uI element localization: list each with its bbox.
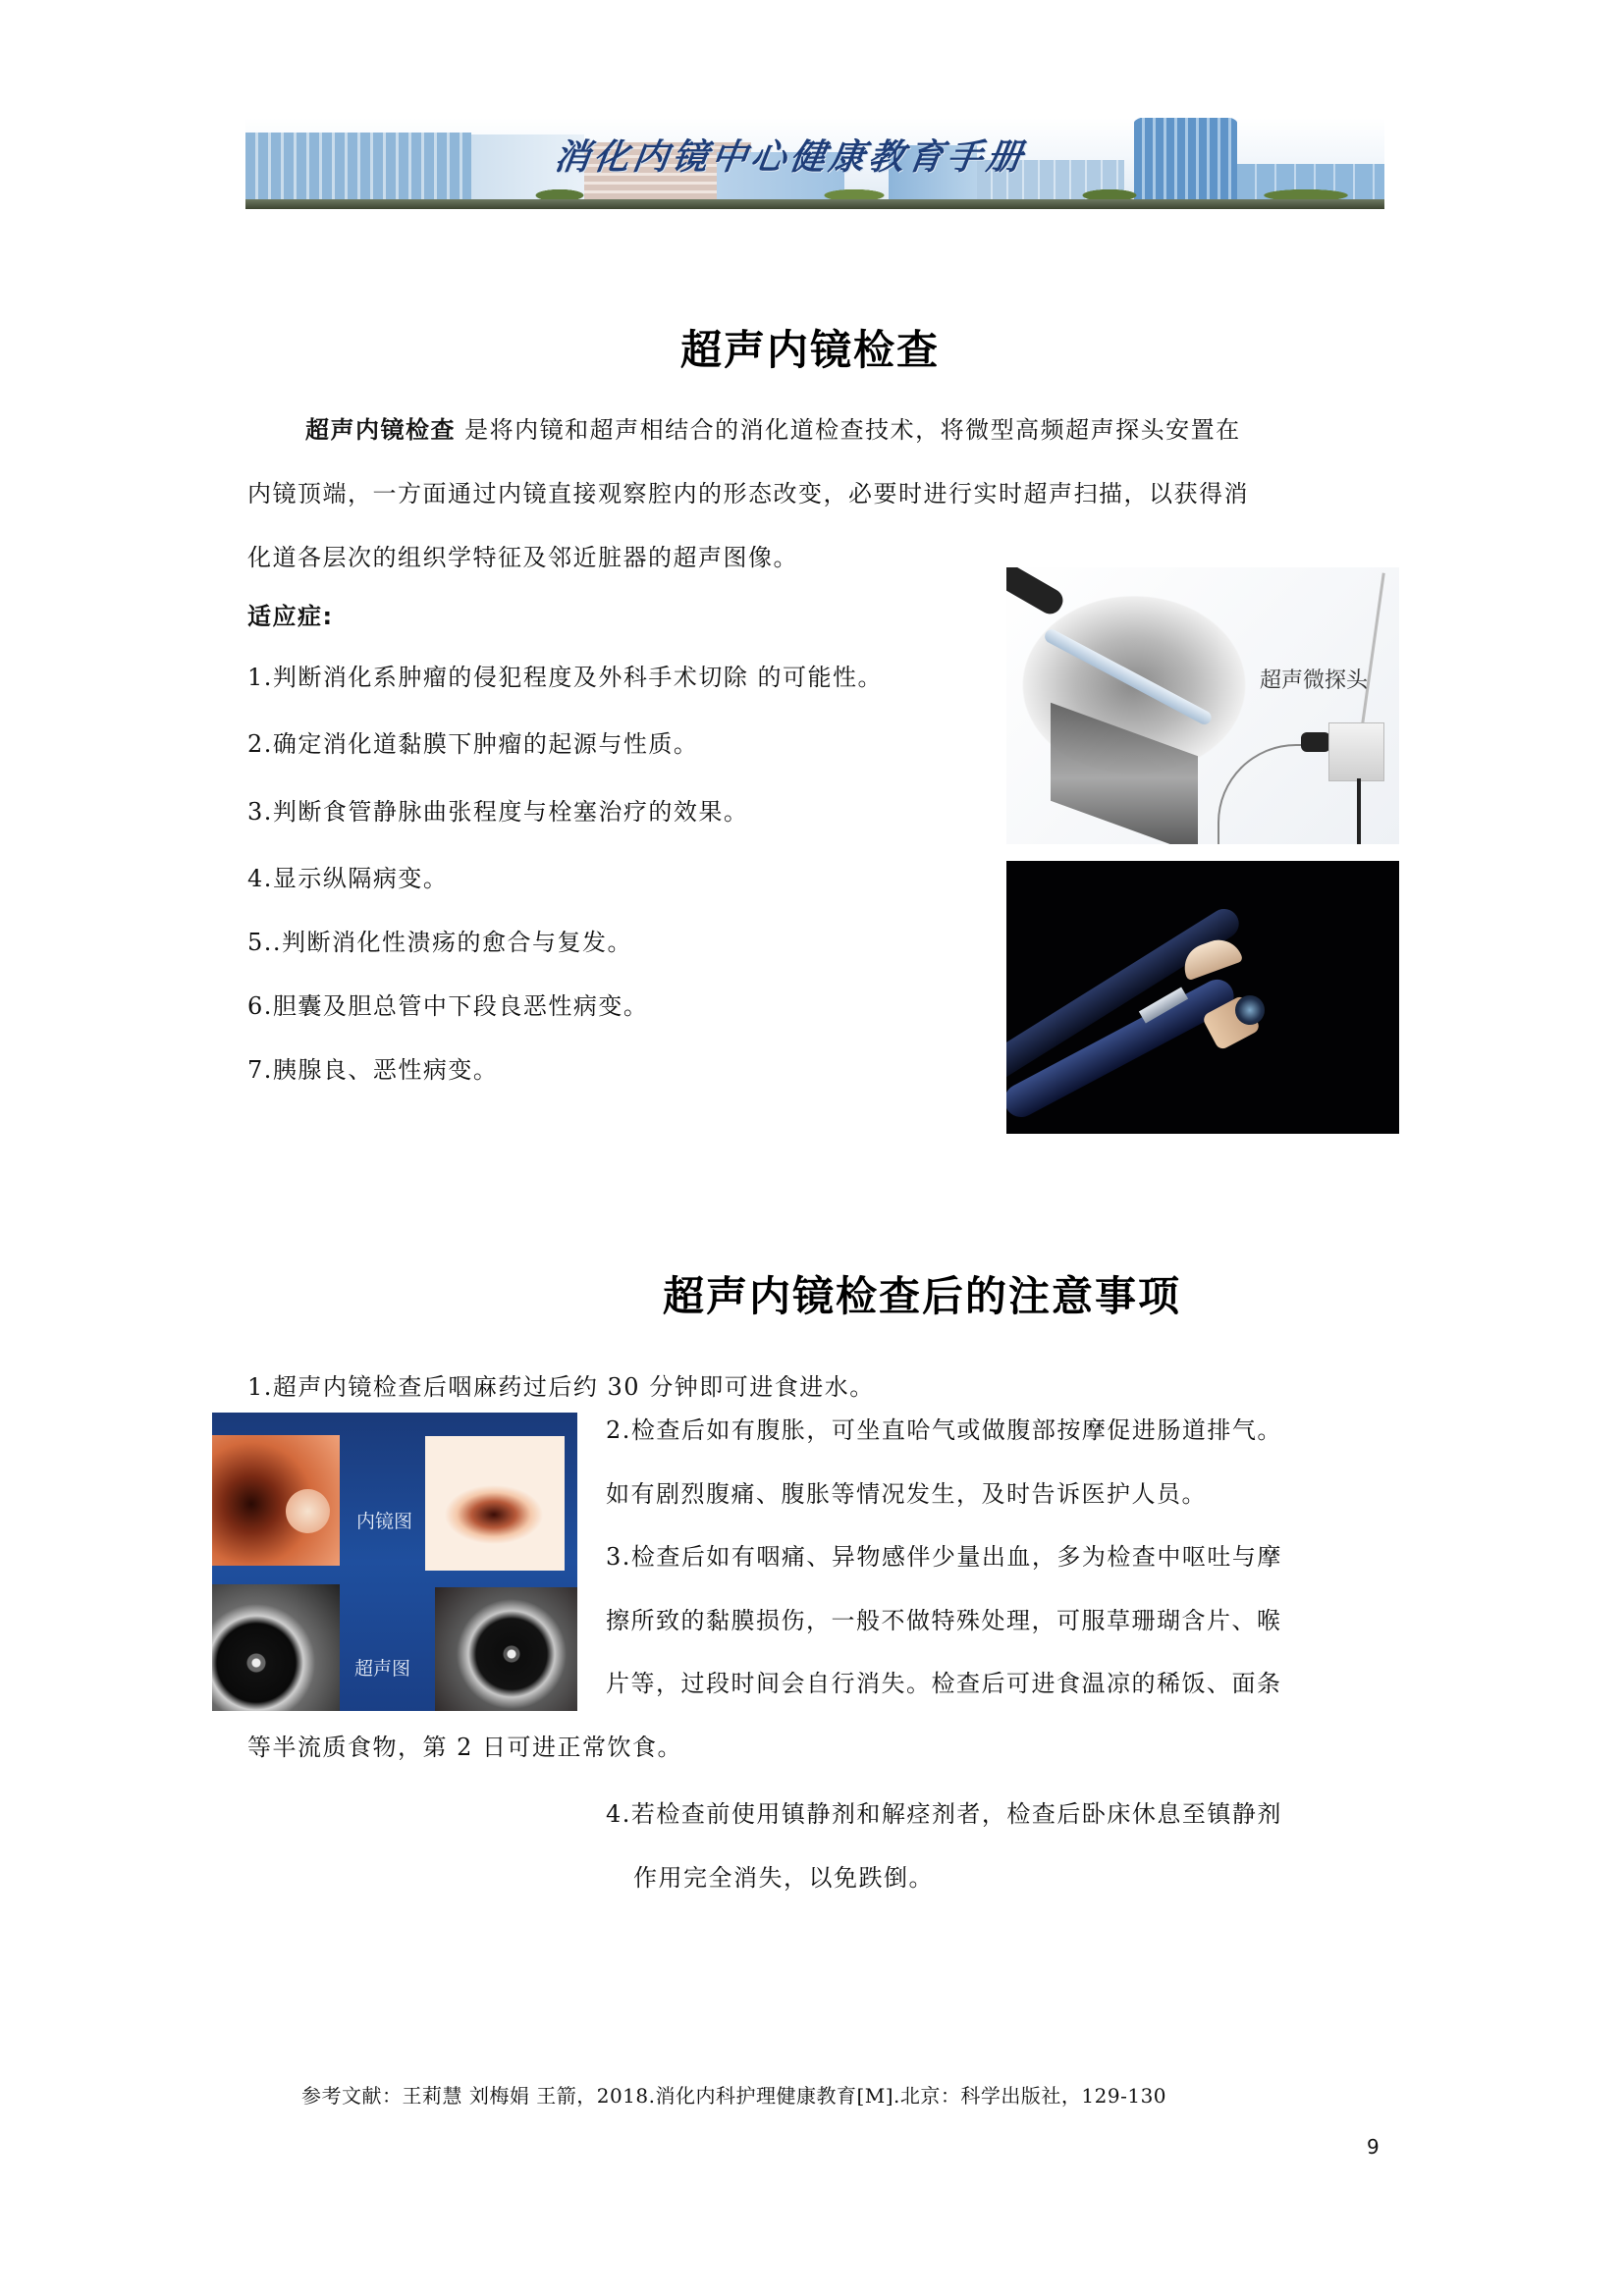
aftercare-line: 作用完全消失，以免跌倒。	[633, 1864, 934, 1892]
endoscopy-ultrasound-collage	[212, 1413, 577, 1711]
intro-line-1	[305, 415, 1241, 445]
endoscope-tip	[1006, 567, 1067, 618]
intro-lead-term: 超声内镜检查	[305, 416, 456, 444]
indication-item: 2.确定消化道黏膜下肿瘤的起源与性质。	[247, 730, 699, 758]
indication-item: 5..判断消化性溃疡的愈合与复发。	[247, 929, 633, 956]
probe-driver-unit	[1328, 722, 1384, 781]
intro-line-2: 内镜顶端，一方面通过内镜直接观察腔内的形态改变，必要时进行实时超声扫描，以获得消	[247, 480, 1249, 507]
aftercare-line: 如有剧烈腹痛、腹胀等情况发生，及时告诉医护人员。	[606, 1480, 1207, 1508]
aftercare-line: 2.检查后如有腹胀，可坐直哈气或做腹部按摩促进肠道排气。	[606, 1416, 1282, 1444]
ultrasound-image	[435, 1587, 577, 1711]
intro-text: 是将内镜和超声相结合的消化道检查技术，将微型高频超声探头安置在	[464, 416, 1241, 444]
banner-ground	[245, 199, 1384, 209]
tissue-illustration	[1051, 703, 1198, 844]
indication-item: 1.判断消化系肿瘤的侵犯程度及外科手术切除 的可能性。	[247, 664, 884, 691]
indication-item: 6.胆囊及胆总管中下段良恶性病变。	[247, 992, 649, 1020]
indication-item: 4.显示纵隔病变。	[247, 865, 449, 892]
device-stand	[1361, 573, 1385, 724]
aftercare-line: 3.检查后如有咽痛、异物感伴少量出血，多为检查中呕吐与摩	[606, 1543, 1282, 1571]
echoendoscope-image	[1006, 861, 1399, 1134]
aftercare-line: 等半流质食物，第 2 日可进正常饮食。	[247, 1734, 683, 1761]
probe-cable	[1218, 744, 1318, 844]
indication-item: 3.判断食管静脉曲张程度与栓塞治疗的效果。	[247, 798, 749, 826]
aftercare-line: 擦所致的黏膜损伤，一般不做特殊处理，可服草珊瑚含片、喉	[606, 1607, 1282, 1634]
section-title: 超声内镜检查	[680, 326, 941, 374]
aftercare-item: 1.超声内镜检查后咽麻药过后约 30 分钟即可进食进水。	[247, 1373, 875, 1401]
endoscope-lens	[1235, 995, 1265, 1025]
endoscopy-image	[425, 1436, 565, 1571]
header-banner	[245, 118, 1384, 209]
page-number: 9	[1367, 2135, 1380, 2159]
ultrasound-image	[212, 1584, 340, 1711]
device-stem	[1357, 778, 1361, 844]
aftercare-line: 片等，过段时间会自行消失。检查后可进食温凉的稀饭、面条	[606, 1670, 1282, 1697]
section-title: 超声内镜检查后的注意事项	[663, 1272, 1182, 1320]
collage-label-endoscopy: 内镜图	[356, 1511, 413, 1532]
probe-plug	[1301, 732, 1330, 752]
aftercare-item: 4.若检查前使用镇静剂和解痉剂者，检查后卧床休息至镇静剂	[606, 1800, 1282, 1828]
collage-label-ultrasound: 超声图	[354, 1658, 411, 1680]
indications-heading: 适应症:	[247, 603, 334, 630]
intro-line-3: 化道各层次的组织学特征及邻近脏器的超声图像。	[247, 544, 798, 571]
image-caption: 超声微探头	[1260, 668, 1369, 693]
ultrasound-probe-image	[1006, 567, 1399, 844]
reference-citation: 参考文献：王莉慧 刘梅娟 王箭，2018.消化内科护理健康教育[M].北京：科学出版社，129-130	[301, 2084, 1167, 2108]
indication-item: 7.胰腺良、恶性病变。	[247, 1056, 499, 1084]
banner-title: 消化内镜中心健康教育手册	[551, 136, 1029, 178]
endoscopy-image	[212, 1435, 340, 1566]
